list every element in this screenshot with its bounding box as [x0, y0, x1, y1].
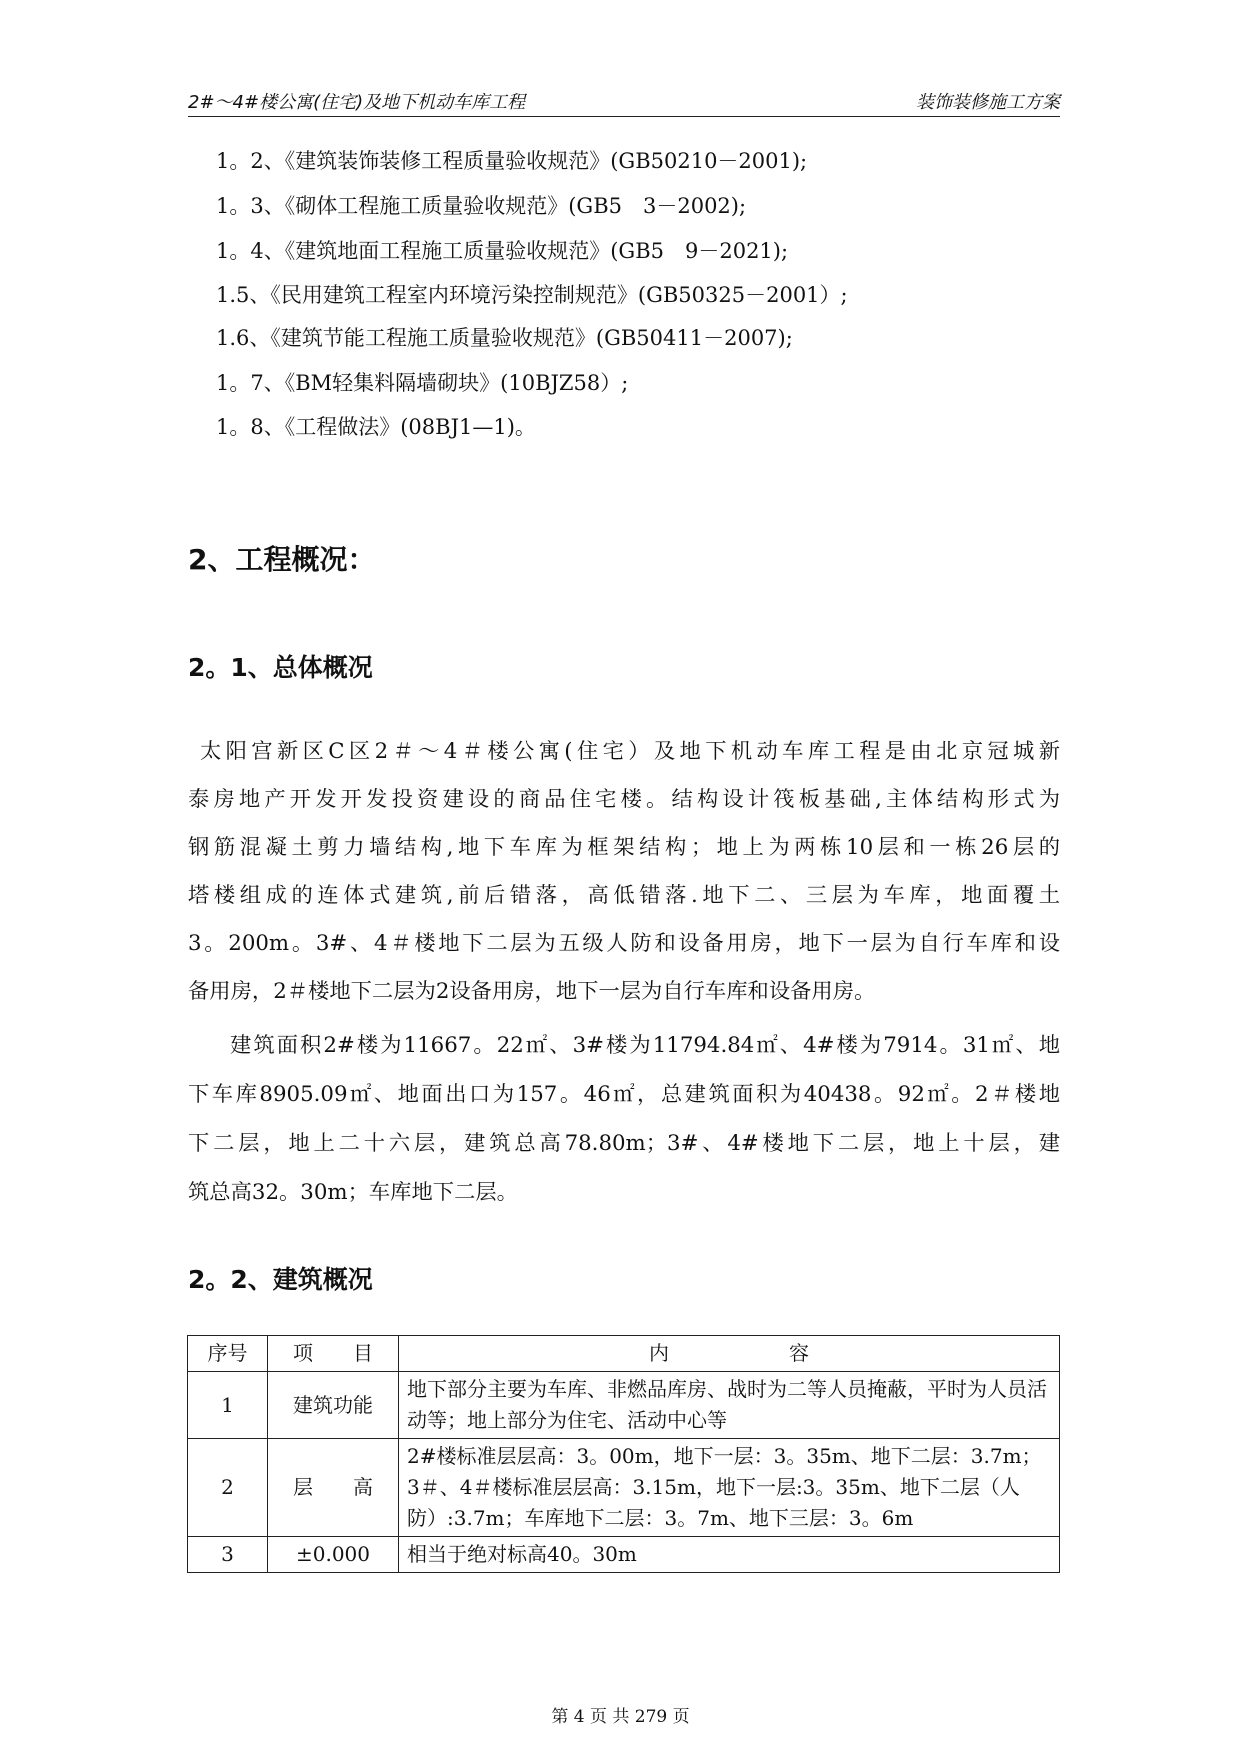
header-cell-item: 项 目	[268, 1336, 399, 1372]
paragraph-line: 太阳宫新区C区2＃～4＃楼公寓(住宅）及地下机动车库工程是由北京冠城新	[200, 739, 1060, 764]
reference-item: 1。4、《建筑地面工程施工质量验收规范》(GB5 9－2021);	[216, 239, 789, 263]
reference-item: 1。3、《砌体工程施工质量验收规范》(GB5 3－2002);	[216, 194, 747, 218]
paragraph-line: 筑总高32。30m；车库地下二层。	[188, 1180, 518, 1205]
subsection-heading: 2。1、总体概况	[188, 653, 373, 682]
table-row	[188, 1372, 1060, 1439]
reference-item: 1。8、《工程做法》(08BJ1—1)。	[216, 415, 536, 439]
paragraph-line: 钢筋混凝土剪力墙结构,地下车库为框架结构；地上为两栋10层和一栋26层的	[188, 835, 1060, 860]
cell-no: 1	[188, 1372, 268, 1439]
section-heading: 2、工程概况：	[188, 543, 376, 576]
building-overview-table	[187, 1335, 1060, 1573]
header-cell-content: 内 容	[399, 1336, 1060, 1372]
reference-item: 1。2、《建筑装饰装修工程质量验收规范》(GB50210－2001);	[216, 149, 808, 173]
reference-item: 1。7、《BM轻集料隔墙砌块》(10BJZ58）;	[216, 371, 629, 395]
table-row	[188, 1537, 1060, 1573]
paragraph-line: 备用房，2＃楼地下二层为2设备用房，地下一层为自行车库和设备用房。	[188, 979, 876, 1004]
cell-item: 层 高	[268, 1439, 399, 1537]
cell-content: 相当于绝对标高40。30m	[399, 1537, 1060, 1573]
page-footer: 第 4 页 共 279 页	[551, 1707, 690, 1727]
subsection-heading: 2。2、建筑概况	[188, 1265, 373, 1294]
table-row	[188, 1439, 1060, 1537]
paragraph-line: 泰房地产开发开发投资建设的商品住宅楼。结构设计筏板基础,主体结构形式为	[188, 787, 1060, 812]
table-header-row	[188, 1336, 1060, 1372]
reference-item: 1.6、《建筑节能工程施工质量验收规范》(GB50411－2007);	[216, 326, 793, 350]
paragraph-line: 塔楼组成的连体式建筑,前后错落，高低错落.地下二、三层为车库，地面覆土	[188, 883, 1060, 908]
cell-no: 2	[188, 1439, 268, 1537]
page-header	[188, 86, 1060, 117]
cell-content: 地下部分主要为车库、非燃品库房、战时为二等人员掩蔽，平时为人员活动等；地上部分为住宅、活动中心等	[399, 1372, 1060, 1439]
paragraph-line: 下二层，地上二十六层，建筑总高78.80m；3#、4#楼地下二层，地上十层，建	[188, 1131, 1060, 1156]
cell-item: 建筑功能	[268, 1372, 399, 1439]
cell-item: ±0.000	[268, 1537, 399, 1573]
paragraph-line: 下车库8905.09㎡、地面出口为157。46㎡，总建筑面积为40438。92㎡。2＃楼地	[188, 1082, 1060, 1107]
reference-item: 1.5、《民用建筑工程室内环境污染控制规范》(GB50325－2001）;	[216, 283, 848, 307]
header-project-title: 2#～4#楼公寓(住宅)及地下机动车库工程	[188, 92, 526, 113]
paragraph-line: 3。200m。3#、4＃楼地下二层为五级人防和设备用房，地下一层为自行车库和设	[188, 931, 1060, 956]
header-document-title: 装饰装修施工方案	[916, 92, 1060, 113]
cell-content: 2#楼标准层层高：3。00m，地下一层：3。35m、地下二层：3.7m；3＃、4＃楼标准层层高：3.15m，地下一层:3。35m、地下二层（人防）:3.7m；车库地下二层：3。7m、地下三层：3。6m	[399, 1439, 1060, 1537]
paragraph-line: 建筑面积2#楼为11667。22㎡、3#楼为11794.84㎡、4#楼为7914。31㎡、地	[230, 1033, 1060, 1058]
cell-no: 3	[188, 1537, 268, 1573]
header-cell-no: 序号	[188, 1336, 268, 1372]
